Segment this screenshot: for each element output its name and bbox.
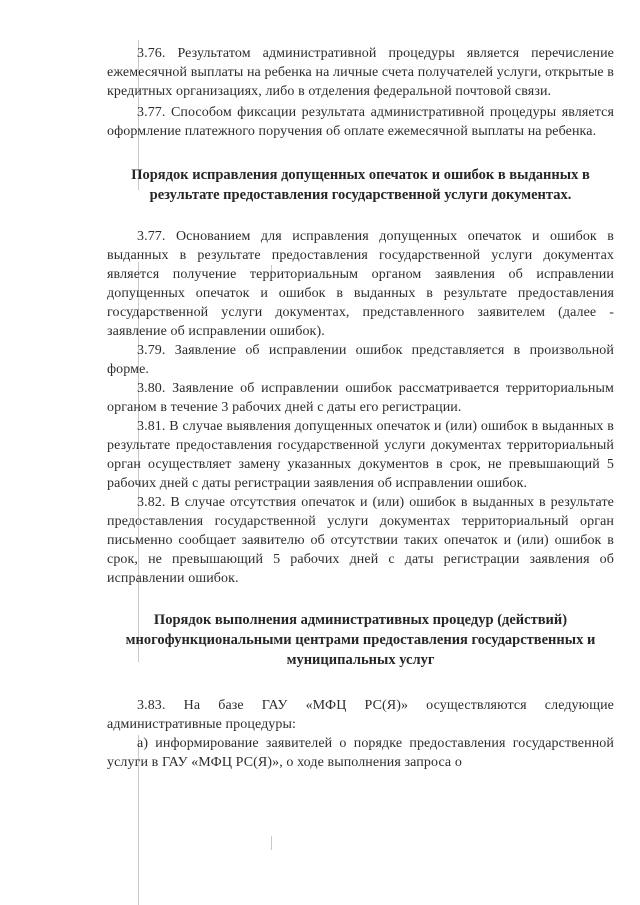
- section-heading-mfc-procedures: Порядок выполнения административных процедур (действий) многофункциональными центрами предоставления государственных и муниципальных услуг: [125, 612, 596, 668]
- paragraph-3-81: 3.81. В случае выявления допущенных опечаток и (или) ошибок в выданных в результате предоставления государственной услуги документах территориальный орган осуществляет замену указанных документов в срок, не превышающий 5 рабочих дней с даты регистрации заявления об исправлении ошибок.: [107, 419, 614, 491]
- paragraph-3-80: 3.80. Заявление об исправлении ошибок рассматривается территориальным органом в течение 3 рабочих дней с даты его регистрации.: [107, 381, 614, 415]
- paragraph-3-79: 3.79. Заявление об исправлении ошибок представляется в произвольной форме.: [107, 343, 614, 377]
- paragraph-3-82: 3.82. В случае отсутствия опечаток и (или) ошибок в выданных в результате предоставления государственной услуги документах территориальный орган письменно сообщает заявителю об отсутствии таких опечаток и (или) ошибок в срок, не превышающий 5 рабочих дней с даты регистрации заявления об исправлении ошибок.: [107, 495, 614, 586]
- document-body: [107, 44, 614, 772]
- paragraph-3-76: 3.76. Результатом административной процедуры является перечисление ежемесячной выплаты на ребенка на личные счета получателей услуги, открытые в кредитных организациях, либо в отделения федеральной почтовой связи.: [107, 46, 614, 99]
- section-heading-corrections: Порядок исправления допущенных опечаток и ошибок в выданных в результате предоставления государственной услуги документах.: [131, 167, 590, 203]
- paragraph-item-a: а) информирование заявителей о порядке предоставления государственной услуги в ГАУ «МФЦ РС(Я)», о ходе выполнения запроса о: [107, 736, 614, 770]
- paragraph-3-77-basis: 3.77. Основанием для исправления допущенных опечаток и ошибок в выданных в результате предоставления государственной услуги документах является получение территориальным органом заявления об исправлении допущенных опечаток и ошибок в выданных в результате предоставления государственной услуги документах, представленного заявителем (далее - заявление об исправлении ошибок).: [107, 229, 614, 339]
- paragraph-3-83: 3.83. На базе ГАУ «МФЦ РС(Я)» осуществляются следующие административные процедуры:: [107, 698, 614, 732]
- scan-artifact-line: [271, 836, 272, 850]
- paragraph-3-77-fixation: 3.77. Способом фиксации результата административной процедуры является оформление платежного поручения об оплате ежемесячной выплаты на ребенка.: [107, 105, 614, 139]
